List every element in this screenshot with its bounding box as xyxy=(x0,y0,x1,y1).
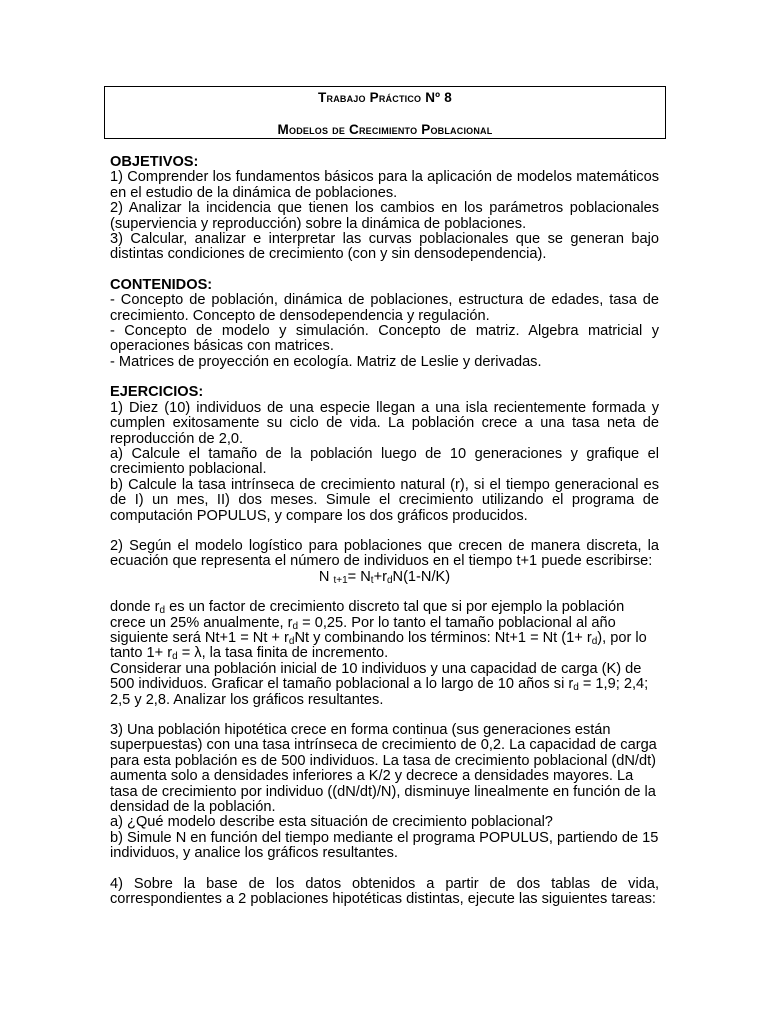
ejercicio-2-task: Considerar una población inicial de 10 individuos y una capacidad de carga (K) de 500 individuos. Graficar el tamaño poblacional a lo largo de 10 años si $r_d = 1,9$; 2,4; 2,5 y 2,8. Analizar los gráficos resultantes. xyxy=(110,660,649,708)
objetivo-2: 2) Analizar la incidencia que tienen los cambios en los parámetros poblacionales (superviencia y reproducción) sobre la dinámica de poblaciones. xyxy=(110,200,659,232)
document-body xyxy=(110,155,659,907)
objetivo-1: 1) Comprender los fundamentos básicos para la aplicación de modelos matemáticos en el estudio de la dinámica de poblaciones. xyxy=(110,169,659,201)
contenidos-heading: CONTENIDOS: xyxy=(110,276,213,293)
logistic-equation: N $_{t+1}= N_t+r_dN(1-N/K)$ xyxy=(318,568,451,586)
doc-subtitle: Modelos de Crecimiento Poblacional xyxy=(277,122,493,137)
ejercicio-1-a: a) Calcule el tamaño de la población luego de 10 generaciones y grafique el crecimiento poblacional. xyxy=(110,445,659,478)
ejercicios-heading: EJERCICIOS: xyxy=(110,384,204,401)
ejercicio-1-intro: 1) Diez (10) individuos de una especie llegan a una isla recientemente formada y cumplen exitosamente su ciclo de vida. La población crece a una tasa neta de reproducción de 2,0. xyxy=(110,399,659,447)
ejercicio-3-b: b) Simule N en función del tiempo mediante el programa POPULUS, partiendo de 15 individuos, y analice los gráficos resultantes. xyxy=(110,829,659,862)
objetivos-heading: OBJETIVOS: xyxy=(110,154,199,170)
objetivo-3: 3) Calcular, analizar e interpretar las curvas poblacionales que se generan bajo distintas condiciones de crecimiento (con y sin densodependencia). xyxy=(110,231,659,263)
ejercicio-2-intro: 2) Según el modelo logístico para poblaciones que crecen de manera discreta, la ecuación que representa el número de individuos en el tiempo t+1 puede escribirse: xyxy=(110,537,659,570)
ejercicio-1-b: b) Calcule la tasa intrínseca de crecimiento natural (r), si el tiempo generacional es de I) un mes, II) dos meses. Simule el crecimiento utilizando el programa de computación POPULUS, y compare los dos gráficos producidos. xyxy=(110,476,659,524)
contenido-1: - Concepto de población, dinámica de poblaciones, estructura de edades, tasa de crecimiento. Concepto de densodependencia y regulación. xyxy=(110,292,659,324)
ejercicio-3-intro: 3) Una población hipotética crece en forma continua (sus generaciones están superpuestas) con una tasa intrínseca de crecimiento de 0,2. La capacidad de carga para esta población es de 500 individuos. La tasa de crecimiento poblacional (dN/dt) aumenta solo a densidades inferiores a K/2 y decrece a densidades mayores. La tasa de crecimiento por individuo ((dN/dt)/N), disminuye linealmente en función de la densidad de la población. xyxy=(110,722,657,816)
title-box xyxy=(104,86,666,139)
doc-title: Trabajo Práctico Nº 8 xyxy=(318,90,452,105)
contenido-2: - Concepto de modelo y simulación. Concepto de matriz. Algebra matricial y operaciones básicas con matrices. xyxy=(110,323,659,355)
contenido-3: - Matrices de proyección en ecología. Matriz de Leslie y derivadas. xyxy=(110,353,542,370)
ejercicio-4-intro: 4) Sobre la base de los datos obtenidos a partir de dos tablas de vida, correspondientes a 2 poblaciones hipotéticas distintas, ejecute las siguientes tareas: xyxy=(110,875,659,908)
ejercicio-3-a: a) ¿Qué modelo describe esta situación de crecimiento poblacional? xyxy=(110,814,553,831)
ejercicio-2-rd-definition: donde $r_d$ es un factor de crecimiento discreto tal que si por ejemplo la población crece un 25% anualmente, $r_d = 0,25$. Por lo tanto el tamaño poblacional al año siguiente será $Nt+1 = Nt + r_dNt$ y combinando los términos: Nt+1 = Nt $(1+ r_d)$, por lo tanto $1+ r_d = \lambda$, la tasa finita de incremento. xyxy=(110,599,647,663)
